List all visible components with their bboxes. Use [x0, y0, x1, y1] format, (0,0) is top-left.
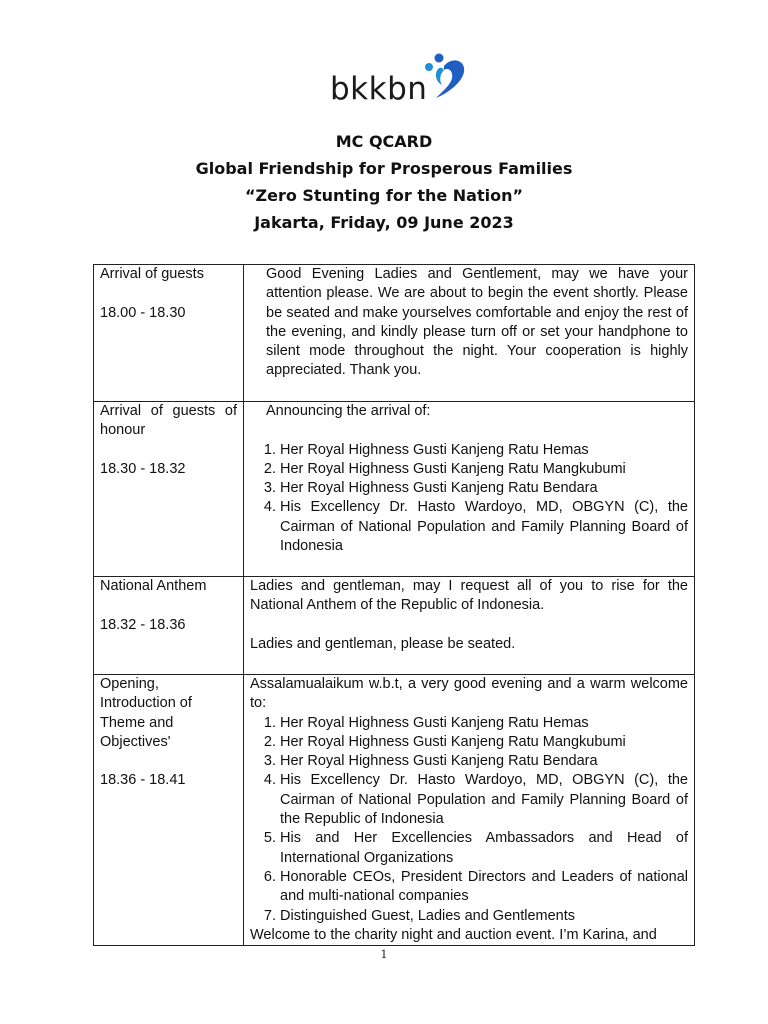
list-item: 2. Her Royal Highness Gusti Kanjeng Ratu Mangkubumi — [280, 460, 688, 479]
segment-cell — [94, 675, 244, 946]
list-item: 1. Her Royal Highness Gusti Kanjeng Ratu Hemas — [280, 714, 688, 733]
list-item: 4. His Excellency Dr. Hasto Wardoyo, MD, OBGYN (C), the Cairman of National Population and Family Planning Board of Indonesia — [280, 498, 688, 556]
segment-time: 18.30 - 18.32 — [100, 460, 186, 477]
logo-heart-icon — [422, 52, 472, 102]
script-intro: Announcing the arrival of: — [266, 403, 431, 419]
list-item: 4. His Excellency Dr. Hasto Wardoyo, MD, OBGYN (C), the Cairman of National Population and Family Planning Board of the Republic of Indonesia — [280, 771, 688, 829]
segment-title: Arrival of guests — [100, 266, 204, 282]
script-text: Ladies and gentleman, may I request all of you to rise for the National Anthem of the Republic of Indonesia. — [250, 578, 688, 614]
list-item: 3. Her Royal Highness Gusti Kanjeng Ratu Bendara — [280, 752, 688, 771]
table-row — [94, 675, 695, 946]
page-number: 1 — [380, 948, 388, 961]
guest-list — [250, 714, 688, 926]
segment-time: 18.32 - 18.36 — [100, 616, 186, 633]
segment-cell — [94, 577, 244, 675]
script-text: Ladies and gentleman, please be seated. — [250, 635, 516, 652]
table-row — [94, 577, 695, 675]
logo-wordmark: bkkbn — [330, 71, 428, 107]
segment-cell — [94, 265, 244, 402]
script-cell — [244, 577, 695, 675]
event-date-location: Jakarta, Friday, 09 June 2023 — [254, 213, 514, 232]
segment-title: Arrival of guests of honour — [100, 403, 237, 439]
table-row — [94, 265, 695, 402]
segment-title: Opening, Introduction of Theme and Objectives' — [100, 676, 192, 750]
list-item: 7. Distinguished Guest, Ladies and Gentlements — [280, 907, 688, 926]
segment-time: 18.36 - 18.41 — [100, 772, 186, 789]
script-intro: Assalamualaikum w.b.t, a very good evening and a warm welcome to: — [250, 676, 688, 712]
list-item: 5. His and Her Excellencies Ambassadors and Head of International Organizations — [280, 829, 688, 868]
segment-title: National Anthem — [100, 578, 207, 594]
list-item: 3. Her Royal Highness Gusti Kanjeng Ratu Bendara — [280, 479, 688, 498]
list-item: 6. Honorable CEOs, President Directors and Leaders of national and multi-national companies — [280, 868, 688, 907]
list-item: 2. Her Royal Highness Gusti Kanjeng Ratu Mangkubumi — [280, 733, 688, 752]
segment-time: 18.00 - 18.30 — [100, 304, 186, 321]
event-theme: “Zero Stunting for the Nation” — [244, 186, 523, 205]
bkkbn-logo — [330, 52, 475, 110]
script-cell — [244, 265, 695, 402]
rundown-table — [93, 264, 695, 946]
event-name: Global Friendship for Prosperous Families — [195, 159, 573, 178]
segment-cell — [94, 402, 244, 577]
list-item: 1. Her Royal Highness Gusti Kanjeng Ratu Hemas — [280, 441, 688, 460]
script-cell — [244, 402, 695, 577]
script-outro: Welcome to the charity night and auction event. I’m Karina, and — [250, 926, 657, 943]
guest-list — [250, 441, 688, 557]
doc-title: MC QCARD — [335, 132, 433, 151]
script-cell — [244, 675, 695, 946]
table-row — [94, 402, 695, 577]
script-text: Good Evening Ladies and Gentlement, may we have your attention please. We are about to begin the event shortly. Please be seated and make yourselves comfortable and enjoy the rest of the evening, and kindly please turn off or set your handphone to silent mode throughout the night. Your cooperation is highly appreciated. Thank you. — [266, 266, 688, 379]
